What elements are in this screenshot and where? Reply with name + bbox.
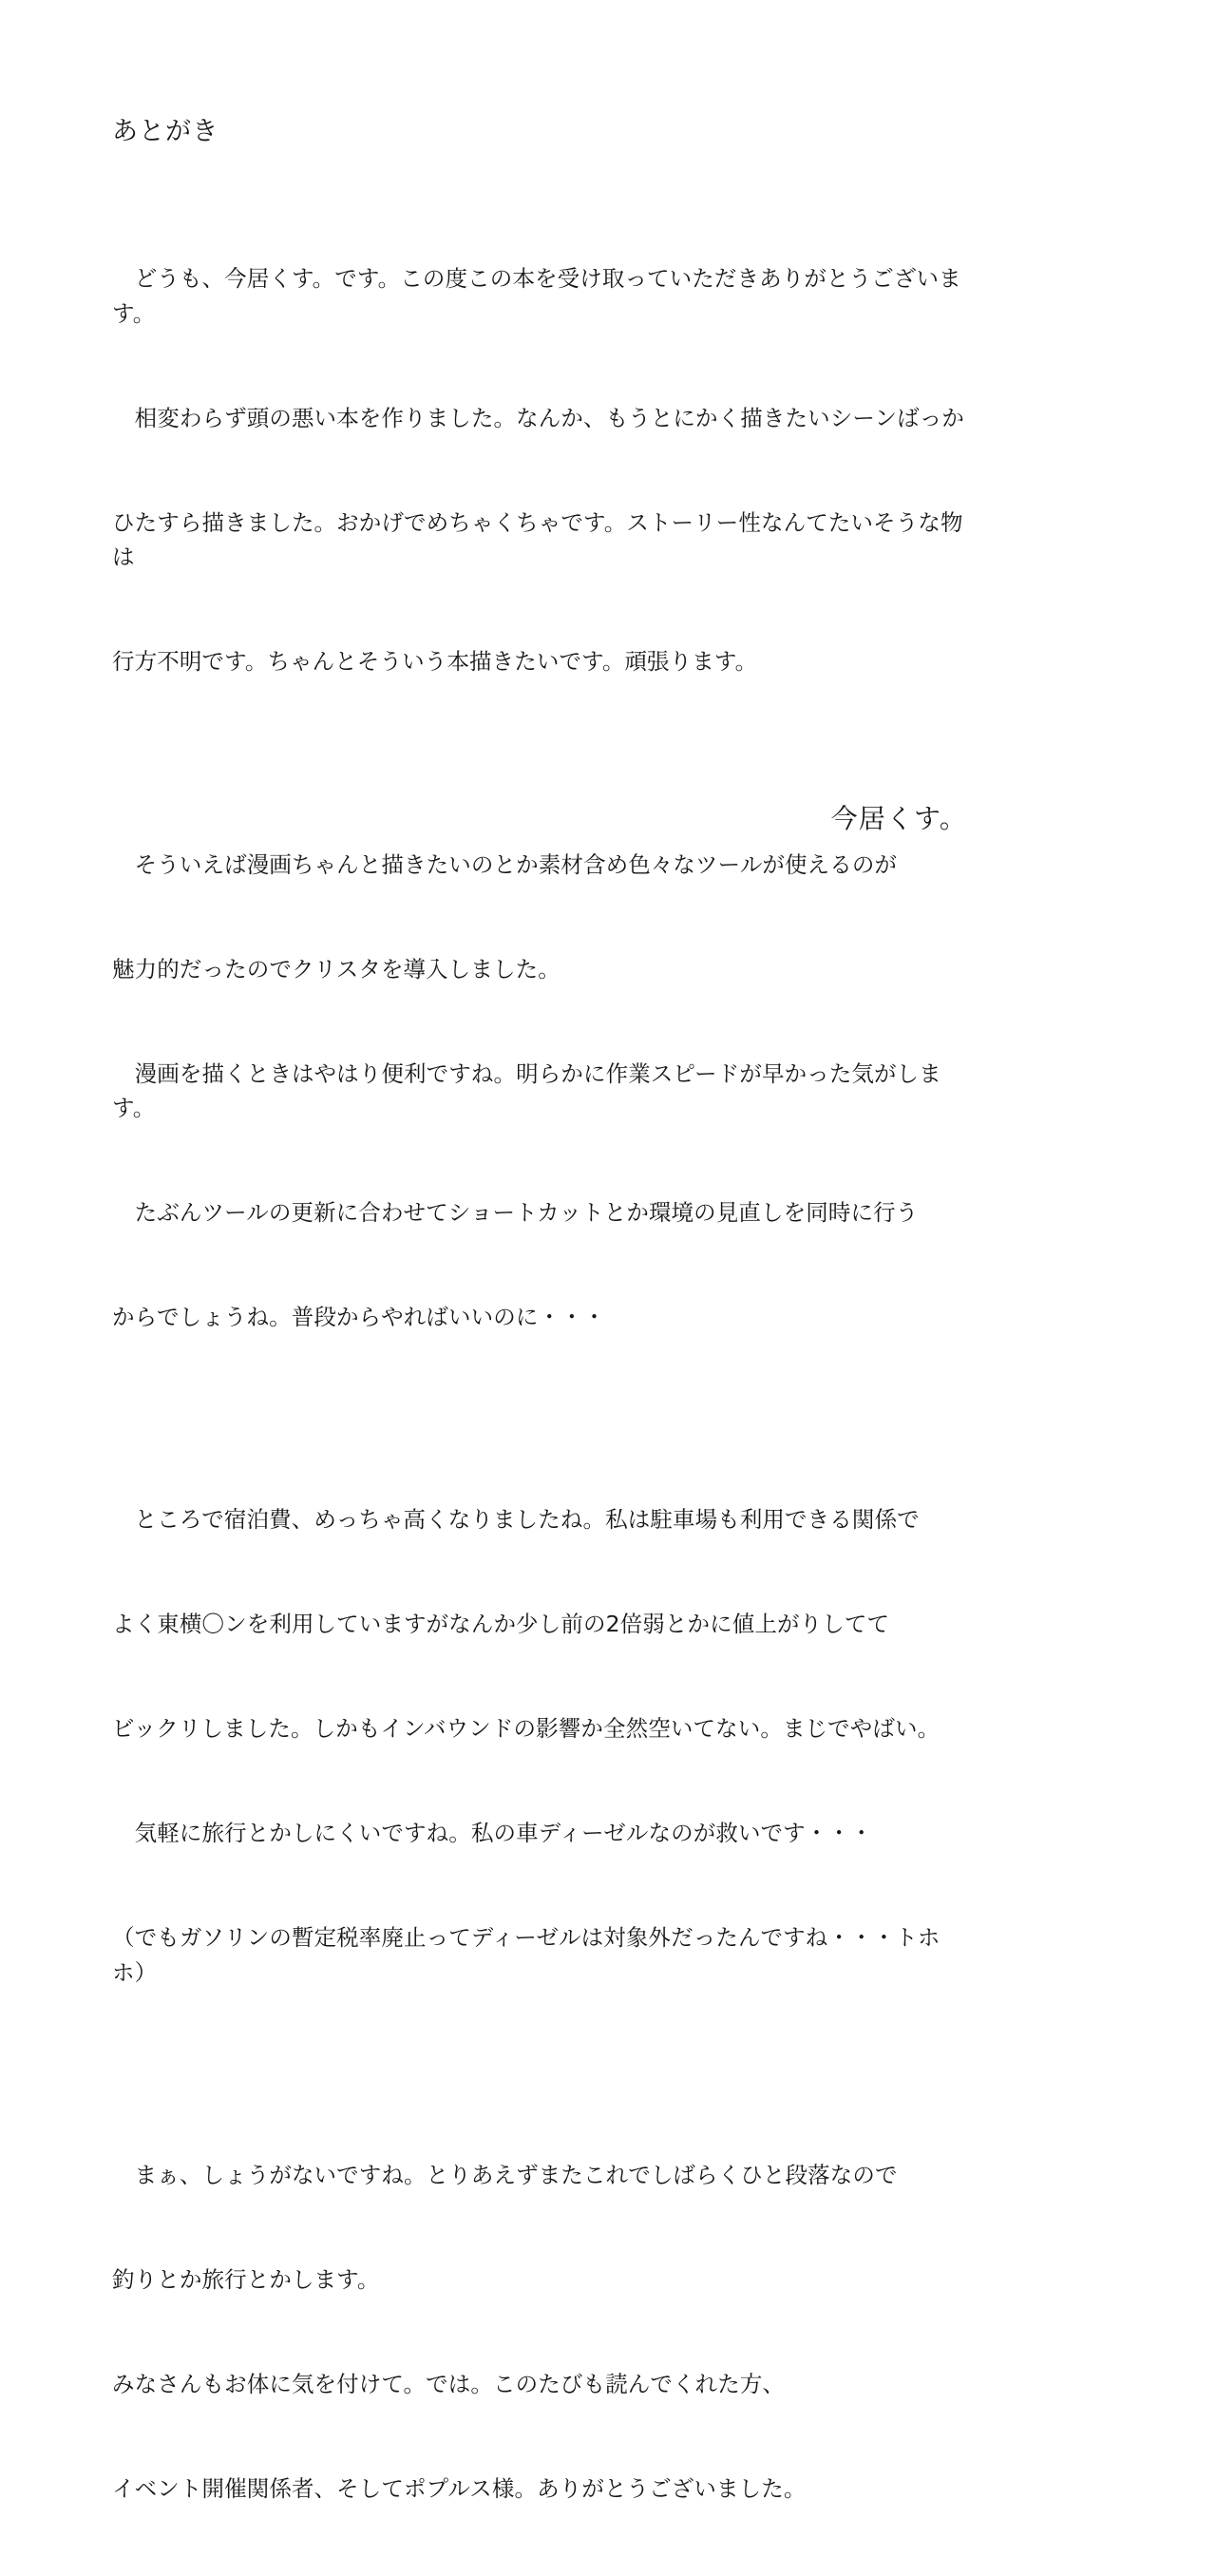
paragraph-line: ビックリしました。しかもインバウンドの影響か全然空いてない。まじでやばい。	[112, 1715, 940, 1743]
paragraph-closing	[112, 2089, 967, 2576]
paragraph-line: 行方不明です。ちゃんとそういう本描きたいです。頑張ります。	[112, 648, 758, 676]
page-title: あとがき	[112, 117, 219, 146]
paragraph-line: 魅力的だったのでクリスタを導入しました。	[112, 955, 560, 983]
paragraph-hotel-prices	[112, 1433, 967, 2060]
afterword-content	[112, 114, 967, 2576]
paragraph-line: イベント開催関係者、そしてポプルス様。ありがとうございました。	[112, 2475, 807, 2503]
author-signature: 今居くす。	[830, 803, 967, 834]
paragraph-line: （でもガソリンの暫定税率廃止ってディーゼルは対象外だったんですね・・・トホホ）	[112, 1924, 940, 1986]
paragraph-line: からでしょうね。普段からやればいいのに・・・	[112, 1304, 606, 1331]
paragraph-intro	[112, 192, 967, 750]
paragraph-line: よく東横〇ンを利用していますがなんか少し前の2倍弱とかに値上がりしてて	[112, 1611, 890, 1638]
paragraph-line: みなさんもお体に気を付けて。では。このたびも読んでくれた方、	[112, 2371, 786, 2398]
paragraph-line: たぶんツールの更新に合わせてショートカットとか環境の見直しを同時に行う	[112, 1199, 919, 1227]
paragraph-line: 釣りとか旅行とかします。	[112, 2266, 380, 2294]
paragraph-line: 気軽に旅行とかしにくいですね。私の車ディーゼルなのが救いです・・・	[112, 1820, 873, 1847]
paragraph-line: 相変わらず頭の悪い本を作りました。なんか、もうとにかく描きたいシーンばっか	[112, 404, 964, 431]
paragraph-line: ひたすら描きました。おかげでめちゃくちゃです。ストーリー性なんてたいそうな物は	[112, 508, 963, 571]
paragraph-line: まぁ、しょうがないですね。とりあえずまたこれでしばらくひと段落なので	[112, 2162, 898, 2189]
paragraph-clip-studio	[112, 777, 967, 1404]
paragraph-line: そういえば漫画ちゃんと描きたいのとか素材含め色々なツールが使えるのが	[112, 850, 898, 878]
paragraph-line: ところで宿泊費、めっちゃ高くなりましたね。私は駐車場も利用できる関係で	[112, 1506, 920, 1534]
paragraph-line: 漫画を描くときはやはり便利ですね。明らかに作業スピードが早かった気がします。	[112, 1059, 941, 1122]
paragraph-line: どうも、今居くす。です。この度この本を受け取っていただきありがとうございます。	[112, 265, 961, 327]
